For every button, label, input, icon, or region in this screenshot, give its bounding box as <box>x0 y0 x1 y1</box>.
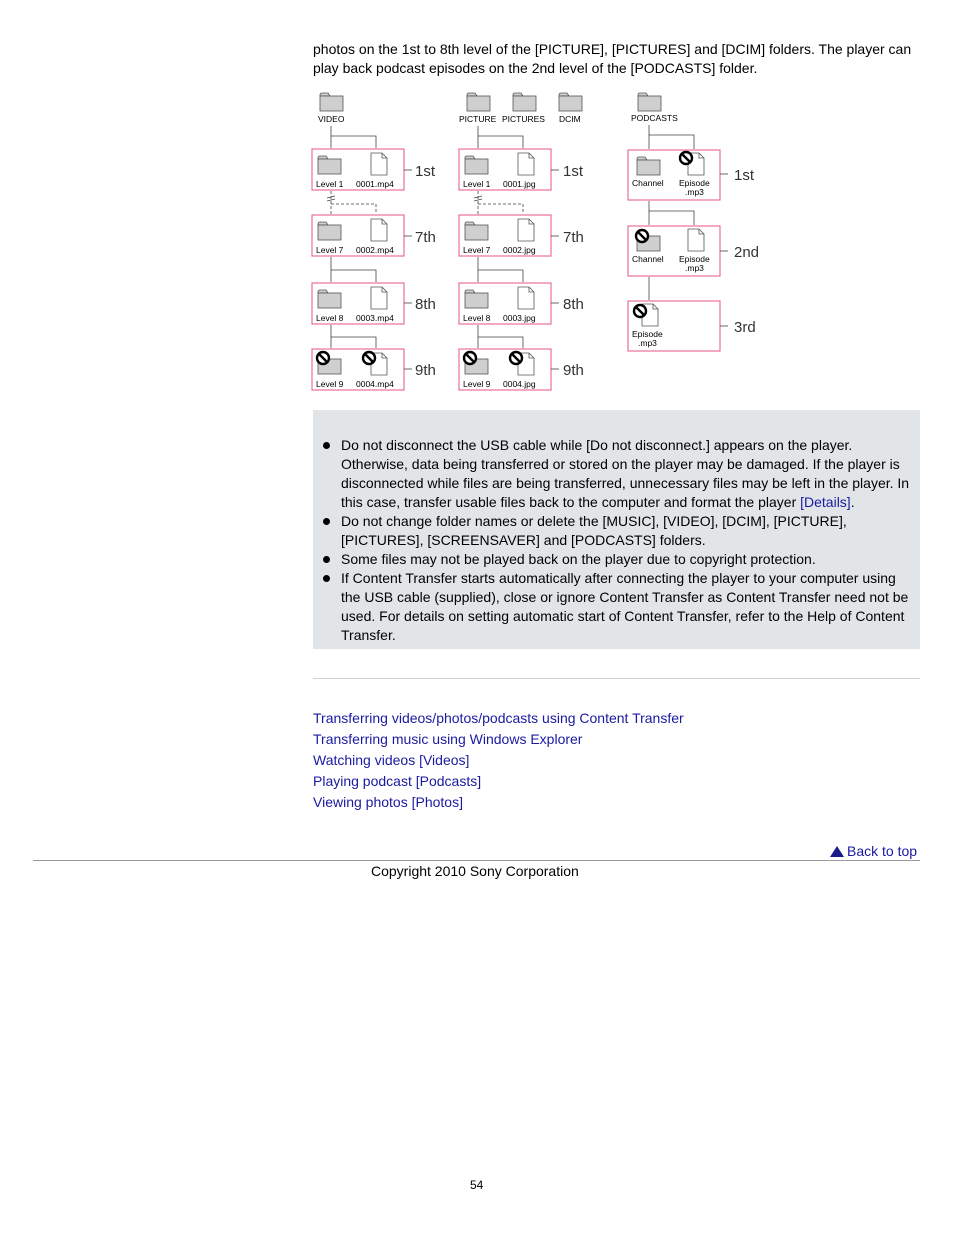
video-row2-file: 0002.mp4 <box>356 245 394 255</box>
prohibited-icon <box>464 352 476 364</box>
note-list <box>323 436 917 645</box>
folder-icon <box>318 290 341 308</box>
prohibited-icon <box>634 305 646 317</box>
video-root-label: VIDEO <box>318 114 345 124</box>
related-links <box>313 708 684 813</box>
podcast-l2-episode: Episode <box>679 254 710 264</box>
prohibited-icon <box>510 352 522 364</box>
video-row4-file: 0004.mp4 <box>356 379 394 389</box>
photo-tree <box>459 93 584 390</box>
video-row1-ordinal: 1st <box>415 163 436 180</box>
podcast-l3-episode: Episode <box>632 329 663 339</box>
file-icon <box>371 219 387 241</box>
intro-paragraph: photos on the 1st to 8th level of the [PICTURE], [PICTURES] and [DCIM] folders. The player can play back podcast episodes on the 2nd level of the [PODCASTS] folder. <box>313 41 912 76</box>
video-row4-ordinal: 9th <box>415 362 436 379</box>
file-icon <box>518 153 534 175</box>
file-icon <box>518 219 534 241</box>
note-item: Do not change folder names or delete the [MUSIC], [VIDEO], [DCIM], [PICTURE], [PICTURES], [SCREENSAVER] and [PODCASTS] folders. <box>323 512 917 550</box>
prohibited-icon <box>680 152 692 164</box>
photo-row1-file: 0001.jpg <box>503 179 536 189</box>
video-row1-folder: Level 1 <box>316 179 344 189</box>
copyright: Copyright 2010 Sony Corporation <box>371 863 579 879</box>
pictures-root-folder-icon <box>513 93 536 111</box>
podcast-tree <box>628 93 759 351</box>
podcast-l2-episode-ext: .mp3 <box>685 263 704 273</box>
note-text: Do not disconnect the USB cable while [Do not disconnect.] appears on the player. Otherwise, data being transferred or stored on the player may be damaged. If the player is disconnected while files are being transferred, unnecessary files may be left in the player. In this case, transfer usable files back to the computer and format the player <box>341 437 910 510</box>
video-row3-file: 0003.mp4 <box>356 313 394 323</box>
photo-row3-ordinal: 8th <box>563 296 584 313</box>
file-icon <box>688 229 704 251</box>
photo-row3-folder: Level 8 <box>463 313 491 323</box>
video-row2-folder: Level 7 <box>316 245 344 255</box>
photo-row4-ordinal: 9th <box>563 362 584 379</box>
photo-row1-ordinal: 1st <box>563 163 584 180</box>
note-box <box>313 410 920 649</box>
back-to-top-link[interactable] <box>830 842 917 860</box>
folder-hierarchy-diagram <box>310 88 780 398</box>
podcasts-root-label: PODCASTS <box>631 113 678 123</box>
related-link-playing-podcast[interactable]: Playing podcast [Podcasts] <box>313 773 482 789</box>
podcasts-root-folder-icon <box>638 93 661 111</box>
video-row1-file: 0001.mp4 <box>356 179 394 189</box>
dcim-root-label: DCIM <box>559 114 581 124</box>
up-arrow-icon <box>830 846 844 857</box>
video-row2-ordinal: 7th <box>415 229 436 246</box>
dcim-root-folder-icon <box>559 93 582 111</box>
video-row4-folder: Level 9 <box>316 379 344 389</box>
section-divider <box>313 678 920 679</box>
podcast-l1-ordinal: 1st <box>734 167 755 184</box>
page-number: 54 <box>470 1178 484 1192</box>
pictures-root-label: PICTURES <box>502 114 545 124</box>
file-icon <box>371 153 387 175</box>
prohibited-icon <box>317 352 329 364</box>
podcast-l1-episode-ext: .mp3 <box>685 187 704 197</box>
back-to-top-label: Back to top <box>847 843 918 859</box>
folder-icon <box>637 157 660 175</box>
podcast-l3-ordinal: 3rd <box>734 319 756 336</box>
podcast-l1-episode: Episode <box>679 178 710 188</box>
photo-row2-ordinal: 7th <box>563 229 584 246</box>
podcast-l2-ordinal: 2nd <box>734 244 760 261</box>
folder-icon <box>465 290 488 308</box>
picture-root-folder-icon <box>467 93 490 111</box>
photo-row3-file: 0003.jpg <box>503 313 536 323</box>
video-row3-ordinal: 8th <box>415 296 436 313</box>
related-link-content-transfer[interactable]: Transferring videos/photos/podcasts using Content Transfer <box>313 710 684 726</box>
related-link-watching-videos[interactable]: Watching videos [Videos] <box>313 752 470 768</box>
prohibited-icon <box>636 230 648 242</box>
photo-row4-folder: Level 9 <box>463 379 491 389</box>
photo-row4-file: 0004.jpg <box>503 379 536 389</box>
podcast-l1-channel: Channel <box>632 178 664 188</box>
file-icon <box>371 287 387 309</box>
photo-row1-folder: Level 1 <box>463 179 491 189</box>
footer-divider <box>33 860 920 861</box>
file-icon <box>518 287 534 309</box>
related-link-windows-explorer[interactable]: Transferring music using Windows Explorer <box>313 731 583 747</box>
note-item <box>323 436 917 512</box>
video-root-folder-icon <box>320 93 343 111</box>
related-link-viewing-photos[interactable]: Viewing photos [Photos] <box>313 794 463 810</box>
folder-icon <box>465 156 488 174</box>
note-item: Some files may not be played back on the player due to copyright protection. <box>323 550 917 569</box>
prohibited-icon <box>363 352 375 364</box>
note-tail: . <box>850 494 855 510</box>
podcast-l3-episode-ext: .mp3 <box>638 338 657 348</box>
folder-icon <box>318 222 341 240</box>
folder-icon <box>318 156 341 174</box>
podcast-l2-channel: Channel <box>632 254 664 264</box>
video-row3-folder: Level 8 <box>316 313 344 323</box>
note-item: If Content Transfer starts automatically after connecting the player to your computer using the USB cable (supplied), close or ignore Content Transfer as Content Transfer need not be used. For details on setting automatic start of Content Transfer, refer to the Help of Content Transfer. <box>323 569 917 645</box>
photo-row2-folder: Level 7 <box>463 245 491 255</box>
folder-icon <box>465 222 488 240</box>
photo-row2-file: 0002.jpg <box>503 245 536 255</box>
details-link[interactable]: [Details] <box>800 494 851 510</box>
video-tree <box>312 93 436 390</box>
picture-root-label: PICTURE <box>459 114 497 124</box>
